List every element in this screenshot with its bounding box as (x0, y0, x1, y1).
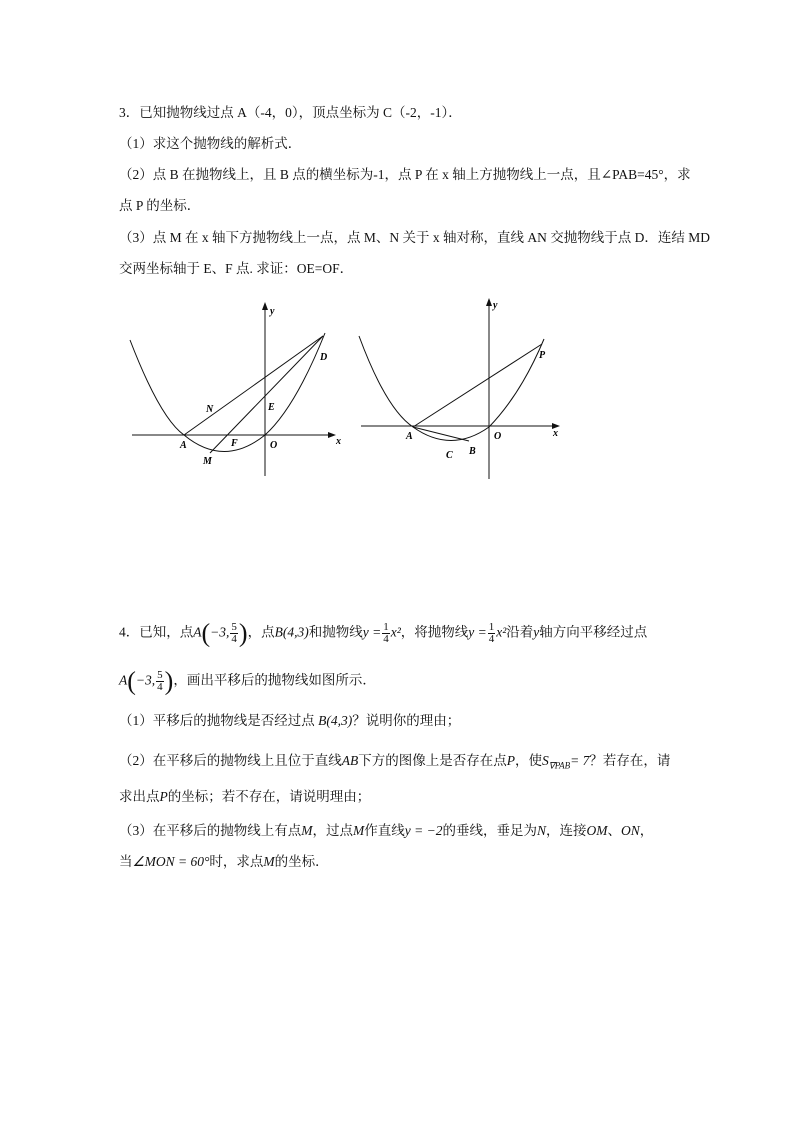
point-A-y-fraction-2 (156, 670, 164, 693)
q4-p3-text-h: 时，求点 (209, 854, 264, 869)
q4-text-d: ，将抛物线 (400, 624, 469, 640)
fig2-label-C: C (446, 450, 453, 461)
q4-p1-text-a: （1）平移后的抛物线是否经过点 (119, 713, 315, 728)
area-S: S (542, 753, 549, 768)
fig1-label-y: y (270, 306, 275, 317)
q4-p3-text-d: 的垂线，垂足为 (442, 823, 537, 838)
point-B-2: B(4,3) (318, 713, 353, 728)
q4-p3-text-e: ，连接 (545, 823, 587, 838)
x-squared-2: x² (496, 624, 507, 640)
fig1-y-arrow (262, 302, 268, 310)
fig2-label-P: P (539, 350, 546, 361)
q4-text-f: 轴方向平移经过点 (539, 624, 648, 640)
frac-num: 5 (157, 669, 163, 681)
point-A-y-fraction (230, 622, 238, 645)
point-B: B(4,3) (274, 624, 309, 640)
frac-num: 1 (488, 621, 495, 633)
q3-stem: 3．已知抛物线过点 A（-4，0），顶点坐标为 C（-2，-1）． (119, 105, 462, 120)
y-equals-2: y = (468, 624, 487, 640)
q4-stem-line1 (119, 618, 648, 648)
q4-intro: 4．已知，点 (119, 624, 194, 640)
quarter-fraction (382, 622, 390, 645)
point-A-x-2: −3, (135, 672, 156, 688)
area-subscript: ∇PAB (548, 760, 571, 771)
fig2-label-A: A (406, 431, 413, 442)
q4-p2-text-d: ？若存在，请 (589, 753, 671, 768)
q4-text-b: ，点 (247, 624, 275, 640)
q4-text-c: 和抛物线 (308, 624, 363, 640)
fig1-label-F: F (231, 438, 238, 449)
point-A-x: −3, (210, 624, 230, 640)
q4-p2-text-c: ，使 (515, 753, 542, 768)
separator: 、 (607, 823, 621, 838)
figure-2 (356, 294, 566, 484)
fig1-line-AD (184, 336, 323, 435)
fig2-label-y: y (493, 300, 498, 311)
fig1-label-M: M (203, 456, 212, 467)
fig2-y-arrow (486, 298, 492, 306)
y-var: y (533, 624, 540, 640)
quarter-fraction-2 (488, 622, 496, 645)
angle-MON: ∠MON = 60° (132, 854, 210, 869)
frac-den: 4 (488, 633, 495, 645)
fig1-label-A: A (180, 440, 187, 451)
q3-part2-line2: 点 P 的坐标． (119, 198, 201, 213)
point-M: M (301, 823, 313, 838)
fig1-x-arrow (328, 432, 336, 438)
q4-text-l2: ，画出平移后的抛物线如图所示． (173, 672, 376, 688)
q3-part3-line1: （3）点 M 在 x 轴下方抛物线上一点，点 M、N 关于 x 轴对称，直线 AN 交抛物线于点 D．连结 MD (119, 230, 711, 245)
q4-part1 (119, 712, 460, 730)
paren-open: ( (127, 666, 136, 696)
area-value: = 7 (570, 753, 590, 768)
q4-p1-text-b: ？说明你的理由； (352, 713, 461, 728)
point-A-name: A (193, 624, 202, 640)
q3-part2-line1: （2）点 B 在抛物线上，且 B 点的横坐标为-1，点 P 在 x 轴上方抛物线上一点，且∠PAB=45°，求 (119, 167, 691, 182)
frac-den: 4 (157, 681, 163, 693)
frac-num: 1 (383, 621, 389, 633)
line-AB: AB (341, 753, 359, 768)
q3-part3-line2: 交两坐标轴于 E、F 点. 求证：OE=OF． (119, 261, 354, 276)
q4-text-e: 沿着 (506, 624, 534, 640)
fig2-line-AB (413, 427, 469, 441)
fig2-label-x: x (553, 428, 558, 439)
figure-1 (120, 298, 350, 478)
fig2-label-O: O (494, 431, 502, 442)
q4-p2-text-a: （2）在平移后的抛物线上且位于直线 (119, 753, 342, 768)
q4-p3-text-g: 当 (119, 854, 133, 869)
paren-open: ( (201, 618, 211, 648)
q4-p3-text-i: 的坐标． (274, 854, 329, 869)
fig1-label-N: N (206, 404, 214, 415)
q4-part3-line1 (119, 822, 653, 840)
frac-den: 4 (231, 633, 237, 645)
fig1-label-D: D (320, 352, 328, 363)
q4-p2-text-b: 下方的图像上是否存在点 (358, 753, 507, 768)
frac-den: 4 (383, 633, 389, 645)
paren-close: ) (238, 618, 248, 648)
fig2-label-B: B (469, 446, 476, 457)
q4-stem-line2 (119, 666, 376, 696)
q4-p3-text-b: ，过点 (312, 823, 353, 838)
point-P-2: P (159, 789, 168, 804)
q4-part2-line1 (119, 752, 670, 775)
point-P: P (506, 753, 515, 768)
fig1-label-E: E (268, 402, 275, 413)
segment-OM: OM (586, 823, 608, 838)
frac-num: 5 (231, 621, 237, 633)
q4-p2-text-e: 求出点 (119, 789, 160, 804)
segment-ON: ON (620, 823, 640, 838)
fig1-parabola (130, 333, 328, 452)
x-squared: x² (390, 624, 401, 640)
q4-p3-text-f: ， (639, 823, 654, 838)
paren-close: ) (164, 666, 174, 696)
q4-p3-text-c: 作直线 (364, 823, 405, 838)
q4-part3-line2 (119, 853, 329, 871)
fig1-label-O: O (270, 440, 278, 451)
q4-p2-text-f: 的坐标；若不存在，请说明理由； (167, 789, 371, 804)
line-equation: y = −2 (404, 823, 443, 838)
y-equals: y = (362, 624, 382, 640)
point-N: N (536, 823, 546, 838)
q4-p3-text-a: （3）在平移后的抛物线上有点 (119, 823, 302, 838)
point-M-3: M (263, 854, 275, 869)
fig2-parabola (359, 336, 544, 441)
q3-part1: （1）求这个抛物线的解析式． (119, 136, 302, 151)
fig2-line-AP (413, 344, 542, 427)
q4-part2-line2 (119, 788, 370, 806)
fig1-label-x: x (336, 436, 341, 447)
point-M-2: M (353, 823, 365, 838)
point-A-name-2: A (119, 672, 128, 688)
